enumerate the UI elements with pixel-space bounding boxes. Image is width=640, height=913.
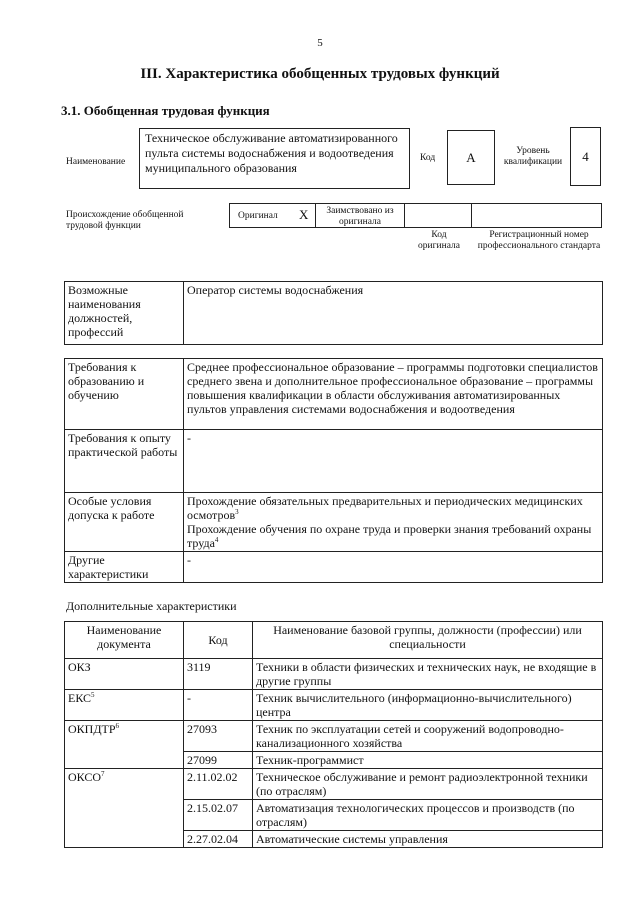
table-row — [65, 769, 603, 800]
origin-divider-1 — [315, 203, 316, 228]
footnote-5: 5 — [91, 691, 95, 699]
origin-row — [229, 203, 602, 228]
level-box — [570, 127, 601, 186]
admission-value — [184, 493, 603, 552]
reg-number-label: Регистрационный номер профессионального стандарта — [477, 230, 601, 251]
original-mark: Х — [299, 207, 309, 222]
experience-value: - — [184, 430, 603, 493]
function-name-box — [139, 128, 410, 189]
eks-code: - — [184, 690, 253, 721]
table-row — [65, 721, 603, 752]
level-value: 4 — [582, 148, 589, 164]
origin-label: Происхождение обобщенной трудовой функции — [66, 210, 184, 231]
okpdtr-code-1: 27093 — [184, 721, 253, 752]
requirement-row — [65, 552, 603, 583]
additional-title: Дополнительные характеристики — [66, 599, 237, 613]
code-original-label: Код оригинала — [418, 230, 460, 251]
additional-table — [64, 621, 603, 848]
admission-label: Особые условия допуска к работе — [65, 493, 184, 552]
okz-code: 3119 — [184, 659, 253, 690]
original-label: Оригинал — [238, 211, 278, 221]
header-name: Наименование базовой группы, должности (профессии) или специальности — [253, 622, 603, 659]
okso-code-3: 2.27.02.04 — [184, 831, 253, 848]
code-label: Код — [420, 153, 436, 163]
education-value: Среднее профессиональное образование – программы подготовки специалистов среднего звена и дополнительное профессиональное образование – программы повышения квалификации в области обслуживания автоматизированных пультов управления системами водоснабжения и водоотведения — [184, 359, 603, 430]
eks-doc — [65, 690, 184, 721]
positions-label: Возможные наименования должностей, профессий — [65, 282, 184, 345]
header-doc: Наименование документа — [65, 622, 184, 659]
okpdtr-doc — [65, 721, 184, 769]
additional-header-row — [65, 622, 603, 659]
okso-code-1: 2.11.02.02 — [184, 769, 253, 800]
okso-code-2: 2.15.02.07 — [184, 800, 253, 831]
okso-doc — [65, 769, 184, 848]
okso-name-2: Автоматизация технологических процессов и производств (по отраслям) — [253, 800, 603, 831]
code-value: А — [466, 149, 476, 165]
requirement-row — [65, 493, 603, 552]
okpdtr-doc-label: ОКПДТР — [68, 722, 116, 736]
table-row — [65, 690, 603, 721]
requirement-row — [65, 430, 603, 493]
footnote-7: 7 — [101, 770, 105, 778]
positions-value: Оператор системы водоснабжения — [184, 282, 603, 345]
footnote-4: 4 — [214, 536, 219, 544]
other-label: Другие характеристики — [65, 552, 184, 583]
origin-divider-3 — [471, 203, 472, 228]
borrowed-label: Заимствовано из оригинала — [326, 206, 394, 227]
admission-line2: Прохождение обучения по охране труда и проверки знания требований охраны труда — [187, 522, 592, 550]
eks-name: Техник вычислительного (информационно-вычислительного) центра — [253, 690, 603, 721]
header-code: Код — [184, 622, 253, 659]
name-label: Наименование — [66, 157, 126, 167]
okz-doc: ОКЗ — [65, 659, 184, 690]
positions-table — [64, 281, 603, 345]
requirements-table — [64, 358, 603, 583]
code-box — [447, 130, 495, 185]
okpdtr-name-2: Техник-программист — [253, 752, 603, 769]
footnote-6: 6 — [115, 722, 120, 730]
okso-name-3: Автоматические системы управления — [253, 831, 603, 848]
okz-name: Техники в области физических и технических наук, не входящие в другие группы — [253, 659, 603, 690]
function-name-value: Техническое обслуживание автоматизированного пульта системы водоснабжения и водоотведения муниципального образования — [145, 131, 398, 175]
requirement-row — [65, 359, 603, 430]
okpdtr-name-1: Техник по эксплуатации сетей и сооружений водопроводно-канализационного хозяйства — [253, 721, 603, 752]
experience-label: Требования к опыту практической работы — [65, 430, 184, 493]
page-number: 5 — [317, 37, 323, 49]
table-row — [65, 659, 603, 690]
other-value: - — [184, 552, 603, 583]
origin-divider-2 — [404, 203, 405, 228]
admission-line1: Прохождение обязательных предварительных и периодических медицинских осмотров — [187, 494, 583, 522]
education-label: Требования к образованию и обучению — [65, 359, 184, 430]
positions-row — [65, 282, 603, 345]
okso-doc-label: ОКСО — [68, 770, 102, 784]
okso-name-1: Техническое обслуживание и ремонт радиоэлектронной техники (по отраслям) — [253, 769, 603, 800]
section-title: III. Характеристика обобщенных трудовых функций — [140, 66, 500, 82]
subsection-title: 3.1. Обобщенная трудовая функция — [61, 103, 270, 118]
eks-doc-label: ЕКС — [68, 691, 92, 705]
level-label: Уровень квалификации — [503, 146, 563, 167]
footnote-3: 3 — [235, 508, 239, 516]
okpdtr-code-2: 27099 — [184, 752, 253, 769]
